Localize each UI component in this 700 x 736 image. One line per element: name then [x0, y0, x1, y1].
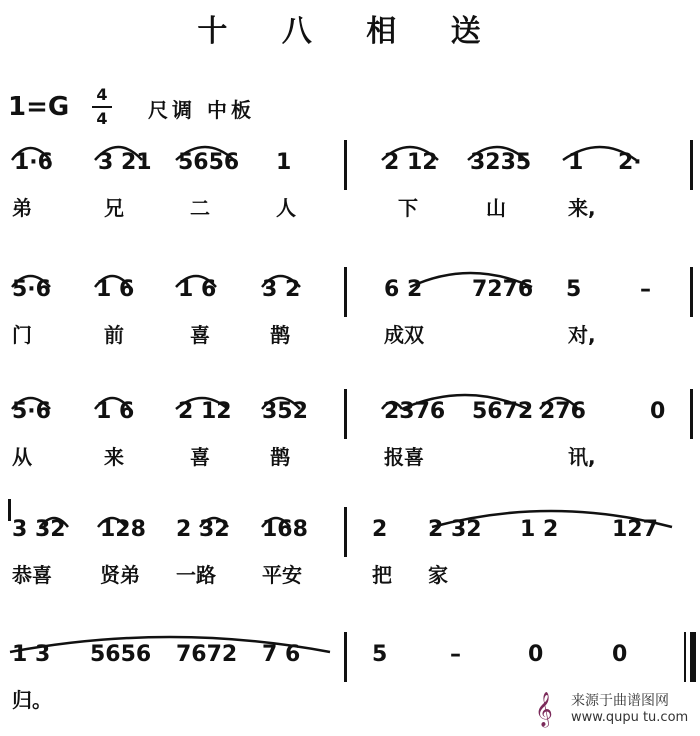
note-group: 3235 — [470, 150, 532, 175]
lyric: 喜 — [190, 445, 210, 469]
note-group: 1 — [276, 150, 292, 175]
note-group: 5656 — [90, 642, 152, 667]
lyric: 人 — [276, 196, 296, 220]
note-group: 0 — [612, 642, 628, 667]
note-group: 5·6 — [12, 277, 51, 302]
lyric: 山 — [486, 196, 506, 220]
note-group: 6 2 — [384, 277, 423, 302]
lyric: 来, — [568, 196, 596, 220]
bar-line — [690, 140, 693, 190]
lyric: 来 — [104, 445, 124, 469]
note-group: 1 6 — [96, 277, 135, 302]
note-group: 3 21 — [98, 150, 152, 175]
note-group: 5·6 — [12, 399, 51, 424]
bar-line — [344, 267, 347, 317]
time-bottom: 4 — [96, 109, 108, 128]
tempo-marking: 尺调 中板 — [148, 98, 255, 122]
final-bar-line-thick — [690, 632, 696, 682]
note-group: 2 12 — [178, 399, 232, 424]
note-group: 2 32 — [428, 517, 482, 542]
note-group: 127 — [612, 517, 658, 542]
note-group: 7 6 — [262, 642, 301, 667]
note-group: 1 6 — [178, 277, 217, 302]
note-group: 0 — [528, 642, 544, 667]
note-group: 276 — [540, 399, 586, 424]
lyric: 鹊 — [270, 323, 290, 347]
lyric: 门 — [12, 323, 32, 347]
lyric: 一路 — [176, 563, 216, 587]
score-row — [0, 128, 700, 238]
lyric: 兄 — [104, 196, 124, 220]
note-group: 2 — [372, 517, 388, 542]
note-group: 1·6 — [14, 150, 53, 175]
bar-line — [344, 507, 347, 557]
note-group: 1 2 — [520, 517, 559, 542]
note-group: 0 — [650, 399, 666, 424]
note-group: 5 — [566, 277, 582, 302]
note-group: 7672 — [176, 642, 238, 667]
lyric: 前 — [104, 323, 124, 347]
note-group: 2376 — [384, 399, 446, 424]
note-group: 5672 — [472, 399, 534, 424]
note-group: 7276 — [472, 277, 534, 302]
bar-line — [690, 267, 693, 317]
lyric: 家 — [428, 563, 448, 587]
note-group: 168 — [262, 517, 308, 542]
final-bar-line-thin — [684, 632, 686, 682]
time-signature — [92, 86, 112, 128]
lyric: 讯, — [568, 445, 596, 469]
note-group: 128 — [100, 517, 146, 542]
lyric: 恭喜 — [12, 563, 52, 587]
treble-clef-icon: 𝄞 — [535, 692, 553, 727]
lyric: 报喜 — [384, 445, 424, 469]
bar-line — [344, 632, 347, 682]
lyric: 平安 — [262, 563, 302, 587]
lyric: 对, — [568, 323, 596, 347]
lyric: 二 — [190, 196, 210, 220]
lyric: 下 — [398, 196, 418, 220]
lyric: 归。 — [12, 688, 52, 712]
bar-line — [690, 389, 693, 439]
lyric: 贤弟 — [100, 563, 140, 587]
watermark — [535, 690, 695, 730]
note-group: – — [640, 277, 651, 302]
note-group: – — [450, 642, 461, 667]
bar-line — [344, 140, 347, 190]
time-top: 4 — [96, 85, 108, 104]
score-row — [0, 255, 700, 365]
lyric: 从 — [12, 445, 32, 469]
song-title: 十 八 相 送 — [197, 14, 503, 49]
note-group: 2· — [618, 150, 642, 175]
time-divider — [92, 106, 112, 108]
score-row — [0, 377, 700, 487]
note-group: 5 — [372, 642, 388, 667]
note-group: 5656 — [178, 150, 240, 175]
score-row — [0, 495, 700, 605]
note-group: 3 2 — [262, 277, 301, 302]
lyric: 喜 — [190, 323, 210, 347]
key-signature: 1=G — [8, 92, 70, 122]
note-group: 3 32 — [12, 517, 66, 542]
note-group: 2 12 — [384, 150, 438, 175]
lyric: 弟 — [12, 196, 32, 220]
note-group: 352 — [262, 399, 308, 424]
bar-line — [344, 389, 347, 439]
watermark-name: 来源于曲谱图网 — [571, 693, 669, 709]
lyric: 成双 — [384, 323, 424, 347]
note-group: 1 6 — [96, 399, 135, 424]
lyric: 把 — [372, 563, 392, 587]
note-group: 1 3 — [12, 642, 51, 667]
watermark-url: www.qupu tu.com — [571, 710, 689, 725]
note-group: 1 — [568, 150, 584, 175]
note-group: 2 32 — [176, 517, 230, 542]
lyric: 鹊 — [270, 445, 290, 469]
